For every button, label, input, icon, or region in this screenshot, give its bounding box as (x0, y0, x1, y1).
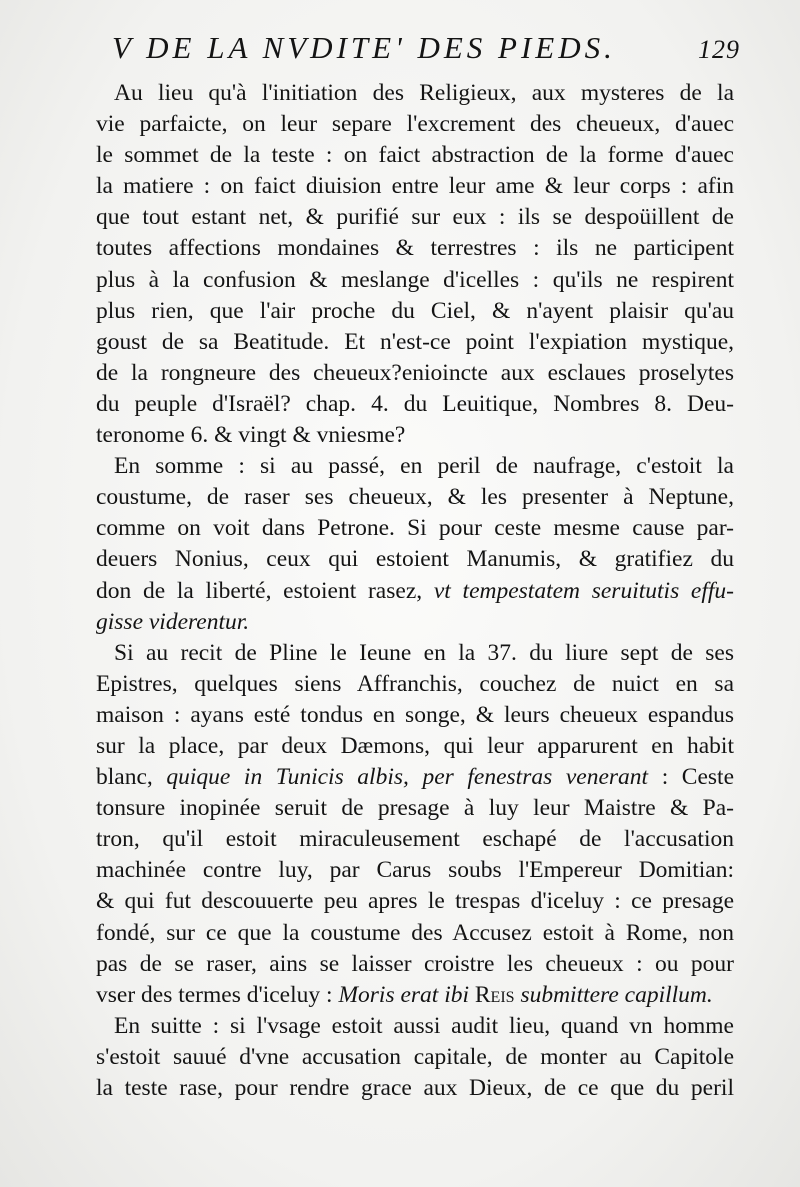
roman-text: goust de sa Beatitude. Et n'est-ce point l'expiation mystique, (96, 328, 734, 355)
text-line (96, 1042, 734, 1073)
body-text (96, 78, 734, 1104)
text-line (96, 358, 734, 389)
roman-text: don de la liberté, estoient rasez, (96, 577, 423, 604)
text-line (96, 762, 734, 793)
roman-text: pas de se raser, ains se laisser croistre les cheueux : ou pour (96, 950, 734, 977)
roman-text: comme on voit dans Petrone. Si pour ceste mesme cause par- (96, 515, 734, 542)
roman-text: coustume, de raser ses cheueux, & les presenter à Neptune, (96, 484, 734, 511)
text-line (96, 607, 734, 638)
text-line (96, 949, 734, 980)
roman-text: tron, qu'il estoit miraculeusement eschapé de l'accusation (96, 826, 734, 853)
text-line (96, 327, 734, 358)
text-line (96, 78, 734, 109)
italic-text: quique in Tunicis albis, per fenestras venerant (166, 764, 649, 791)
roman-text: la teste rase, pour rendre grace aux Dieux, de ce que du peril (96, 1075, 734, 1101)
roman-text: vser des termes d'iceluy : (96, 981, 333, 1008)
roman-text: Au lieu qu'à l'initiation des Religieux, aux mysteres de la (114, 80, 734, 106)
text-line (96, 389, 734, 420)
text-line (96, 824, 734, 855)
text-line (96, 576, 734, 607)
text-line (96, 265, 734, 296)
page-header (112, 30, 740, 66)
roman-text: Si au recit de Pline le Ieune en la 37. du liure sept de ses (114, 639, 734, 666)
italic-text: vt tempestatem seruitutis effu- (433, 577, 734, 604)
text-line (96, 886, 734, 917)
roman-text: Epistres, quelques siens Affranchis, couchez de nuict en sa (96, 670, 734, 697)
text-line (96, 855, 734, 886)
small-caps-text: Reis (474, 981, 515, 1008)
text-line (96, 451, 734, 482)
running-head: V DE LA NVDITE' DES PIEDS. (112, 30, 616, 65)
text-line (96, 171, 734, 202)
roman-text: fondé, sur ce que la coustume des Accusez estoit à Rome, non (96, 919, 734, 946)
roman-text: En suitte : si l'vsage estoit aussi audit lieu, quand vn homme (114, 1012, 734, 1039)
text-line (96, 793, 734, 824)
text-line (96, 544, 734, 575)
roman-text: que tout estant net, & purifié sur eux : ils se despoüillent de (96, 204, 734, 231)
roman-text: s'estoit sauué d'vne accusation capitale, de monter au Capitole (96, 1043, 734, 1070)
roman-text: blanc, (96, 764, 153, 791)
roman-text: du peuple d'Israël? chap. 4. du Leuitique, Nombres 8. Deu- (96, 390, 734, 417)
text-line (96, 700, 734, 731)
italic-text: submittere capillum. (520, 981, 713, 1008)
roman-text: tonsure inopinée seruit de presage à luy leur Maistre & Pa- (96, 795, 734, 822)
italic-text: gisse viderentur. (96, 608, 250, 635)
roman-text: En somme : si au passé, en peril de naufrage, c'estoit la (114, 453, 734, 480)
text-line (96, 513, 734, 544)
roman-text: vie parfaicte, on leur separe l'excrement des cheueux, d'auec (96, 111, 734, 138)
text-line (96, 918, 734, 949)
text-line (96, 296, 734, 327)
text-line (96, 233, 734, 264)
roman-text: machinée contre luy, par Carus soubs l'Empereur Domitian: (96, 857, 734, 884)
roman-text: toutes affections mondaines & terrestres : ils ne participent (96, 235, 734, 262)
roman-text: : Ceste (661, 764, 734, 791)
text-line (96, 669, 734, 700)
roman-text: deuers Nonius, ceux qui estoient Manumis, & gratifiez du (96, 546, 734, 573)
roman-text: la matiere : on faict diuision entre leur ame & leur corps : afin (96, 173, 734, 200)
text-line (96, 140, 734, 171)
text-line (96, 202, 734, 233)
text-line (96, 1011, 734, 1042)
roman-text: teronome 6. & vingt & vniesme? (96, 422, 406, 449)
text-line (96, 420, 734, 451)
text-line (96, 638, 734, 669)
text-line (96, 731, 734, 762)
text-line (96, 482, 734, 513)
italic-text: Moris erat ibi (338, 981, 469, 1008)
roman-text: plus rien, que l'air proche du Ciel, & n'ayent plaisir qu'au (96, 297, 734, 324)
roman-text: le sommet de la teste : on faict abstraction de la forme d'auec (96, 142, 734, 169)
roman-text: maison : ayans esté tondus en songe, & leurs cheueux espandus (96, 701, 734, 728)
text-line (96, 1073, 734, 1104)
roman-text: plus à la confusion & meslange d'icelles : qu'ils ne respirent (96, 266, 734, 293)
text-line (96, 980, 734, 1011)
text-line (96, 109, 734, 140)
page-number: 129 (698, 35, 740, 64)
roman-text: & qui fut descouuerte peu apres le trespas d'iceluy : ce presage (96, 888, 734, 915)
roman-text: de la rongneure des cheueux?enioincte aux esclaues proselytes (96, 359, 734, 386)
roman-text: sur la place, par deux Dæmons, qui leur apparurent en habit (96, 732, 734, 759)
